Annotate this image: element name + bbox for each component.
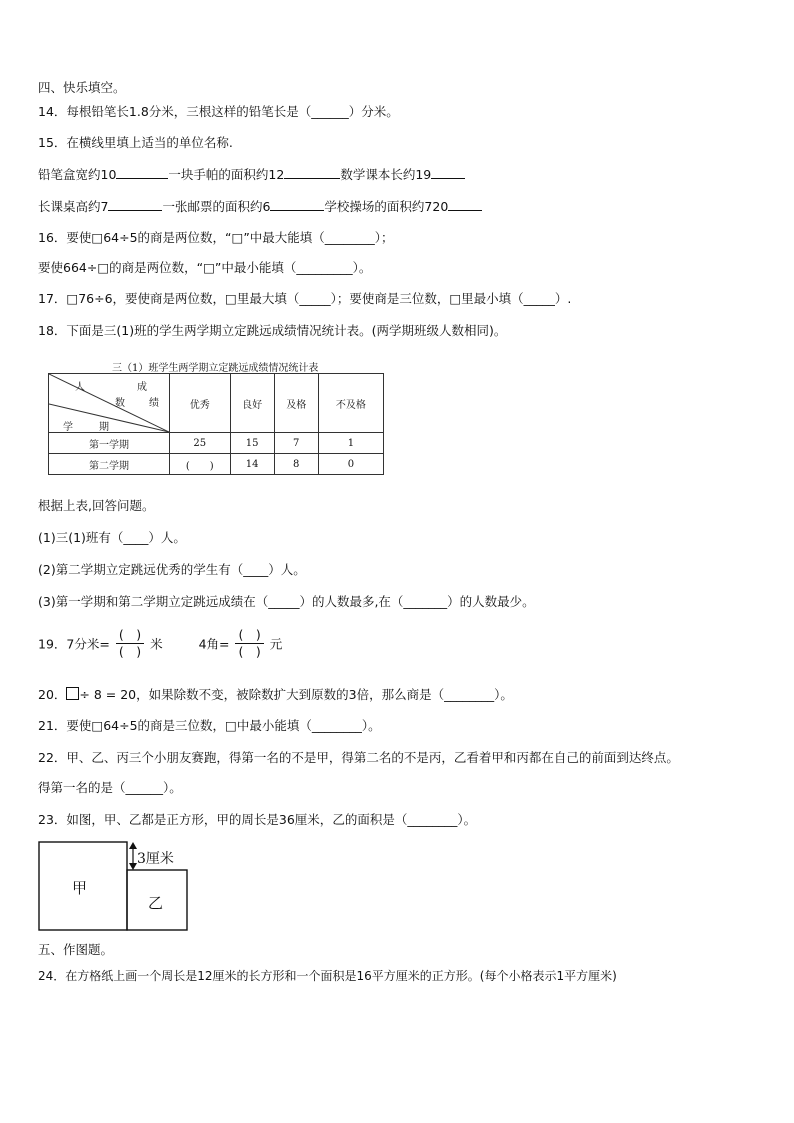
row-label: 第二学期 (49, 454, 170, 475)
square-placeholder-icon (66, 687, 79, 700)
table-cell: 0 (318, 454, 383, 475)
question-18-sub-3: (3)第一学期和第二学期立定跳远成绩在（_____）的人数最多,在（_______）的人数最少。 (38, 594, 535, 609)
answer-blank[interactable] (116, 166, 168, 179)
squares-diagram (38, 840, 218, 932)
square-jia-label: 甲 (72, 879, 88, 897)
corner-label-ren: 人 (75, 382, 85, 393)
question-21: 21．要使□64÷5的商是三位数，□中最小能填（________）。 (38, 718, 381, 733)
answer-blank[interactable] (284, 166, 340, 179)
fraction-numerator: ( ) (235, 627, 263, 644)
q15-item-pencil-box: 铅笔盒宽约10 (38, 167, 117, 182)
fraction-2[interactable] (235, 627, 263, 660)
question-18-sub-1: (1)三(1)班有（____）人。 (38, 530, 186, 545)
q15-item-desk: 长课桌高约7 (38, 199, 109, 214)
q15-item-handkerchief: 一块手帕的面积约12 (168, 167, 285, 182)
q20-number: 20． (38, 687, 67, 702)
fraction-numerator: ( ) (116, 627, 144, 644)
fraction-denominator: ( ) (118, 644, 142, 659)
q19-label: 19．7分米= (38, 636, 110, 652)
squares-figure (38, 840, 218, 932)
corner-label-xue: 学 (63, 422, 73, 433)
question-24: 24．在方格纸上画一个周长是12厘米的长方形和一个面积是16平方厘米的正方形。(每个小格表示1平方厘米) (38, 969, 617, 983)
question-19 (38, 627, 282, 660)
corner-label-ji: 绩 (149, 398, 159, 409)
table-row (49, 433, 384, 454)
q19-part-2: 4角= (198, 636, 230, 652)
fraction-denominator: ( ) (238, 644, 261, 659)
square-yi-label: 乙 (148, 894, 164, 912)
table-row (49, 454, 384, 475)
table-cell: 14 (230, 454, 274, 475)
question-22-part-b: 得第一名的是（______）。 (38, 780, 182, 795)
corner-label-shu: 数 (115, 398, 125, 409)
table-cell: 25 (170, 433, 231, 454)
table-corner-cell (49, 374, 170, 433)
question-20 (38, 687, 513, 703)
question-18-sub-2: (2)第二学期立定跳远优秀的学生有（____）人。 (38, 562, 306, 577)
dimension-label: 3厘米 (137, 851, 174, 867)
q15-item-math-book: 数学课本长约19 (340, 167, 432, 182)
table-cell: 7 (274, 433, 318, 454)
question-16-part-b: 要使664÷□的商是两位数，“□”中最小能填（_________）。 (38, 260, 372, 275)
answer-blank[interactable] (270, 198, 324, 211)
header-fail: 不及格 (318, 374, 383, 433)
question-23: 23．如图，甲、乙都是正方形，甲的周长是36厘米，乙的面积是（________）。 (38, 812, 477, 827)
q19-unit-yuan: 元 (269, 636, 283, 652)
header-excellent: 优秀 (170, 374, 231, 433)
q20-text: ÷ 8 = 20，如果除数不变，被除数扩大到原数的3倍，那么商是（________）。 (79, 687, 513, 702)
question-15-row-2 (38, 198, 482, 215)
question-18: 18．下面是三(1)班的学生两学期立定跳远成绩情况统计表。(两学期班级人数相同)。 (38, 323, 507, 338)
question-18-intro: 根据上表,回答问题。 (38, 498, 155, 513)
question-17: 17．□76÷6，要使商是两位数，□里最大填（_____）；要使商是三位数，□里最小填（_____）. (38, 291, 572, 306)
question-15-row-1 (38, 166, 465, 183)
header-good: 良好 (230, 374, 274, 433)
table-title: 三（1）班学生两学期立定跳远成绩情况统计表 (112, 363, 319, 374)
q15-item-playground: 学校操场的面积约720 (324, 199, 449, 214)
statistics-table (48, 373, 384, 475)
header-pass: 及格 (274, 374, 318, 433)
table-cell: 15 (230, 433, 274, 454)
table-cell: 8 (274, 454, 318, 475)
section-four-heading: 四、快乐填空。 (38, 80, 126, 95)
question-14: 14．每根铅笔长1.8分米，三根这样的铅笔长是（______）分米。 (38, 104, 399, 119)
answer-blank[interactable] (431, 166, 465, 179)
corner-label-cheng: 成 (137, 382, 147, 393)
section-five-heading: 五、作图题。 (38, 942, 114, 957)
question-16-part-a: 16．要使□64÷5的商是两位数，“□”中最大能填（________）； (38, 230, 394, 245)
q19-unit-meter: 米 (150, 636, 163, 652)
row-label: 第一学期 (49, 433, 170, 454)
question-15: 15．在横线里填上适当的单位名称. (38, 135, 233, 150)
question-22-part-a: 22．甲、乙、丙三个小朋友赛跑，得第一名的不是甲，得第二名的不是丙，乙看着甲和丙都在自己的前面到达终点。 (38, 750, 679, 765)
answer-blank[interactable] (448, 198, 482, 211)
q15-item-stamp: 一张邮票的面积约6 (162, 199, 271, 214)
corner-label-qi: 期 (99, 422, 109, 433)
fraction-1[interactable] (116, 627, 144, 660)
table-cell-blank[interactable]: ( ) (170, 454, 231, 475)
table-cell: 1 (318, 433, 383, 454)
answer-blank[interactable] (108, 198, 162, 211)
